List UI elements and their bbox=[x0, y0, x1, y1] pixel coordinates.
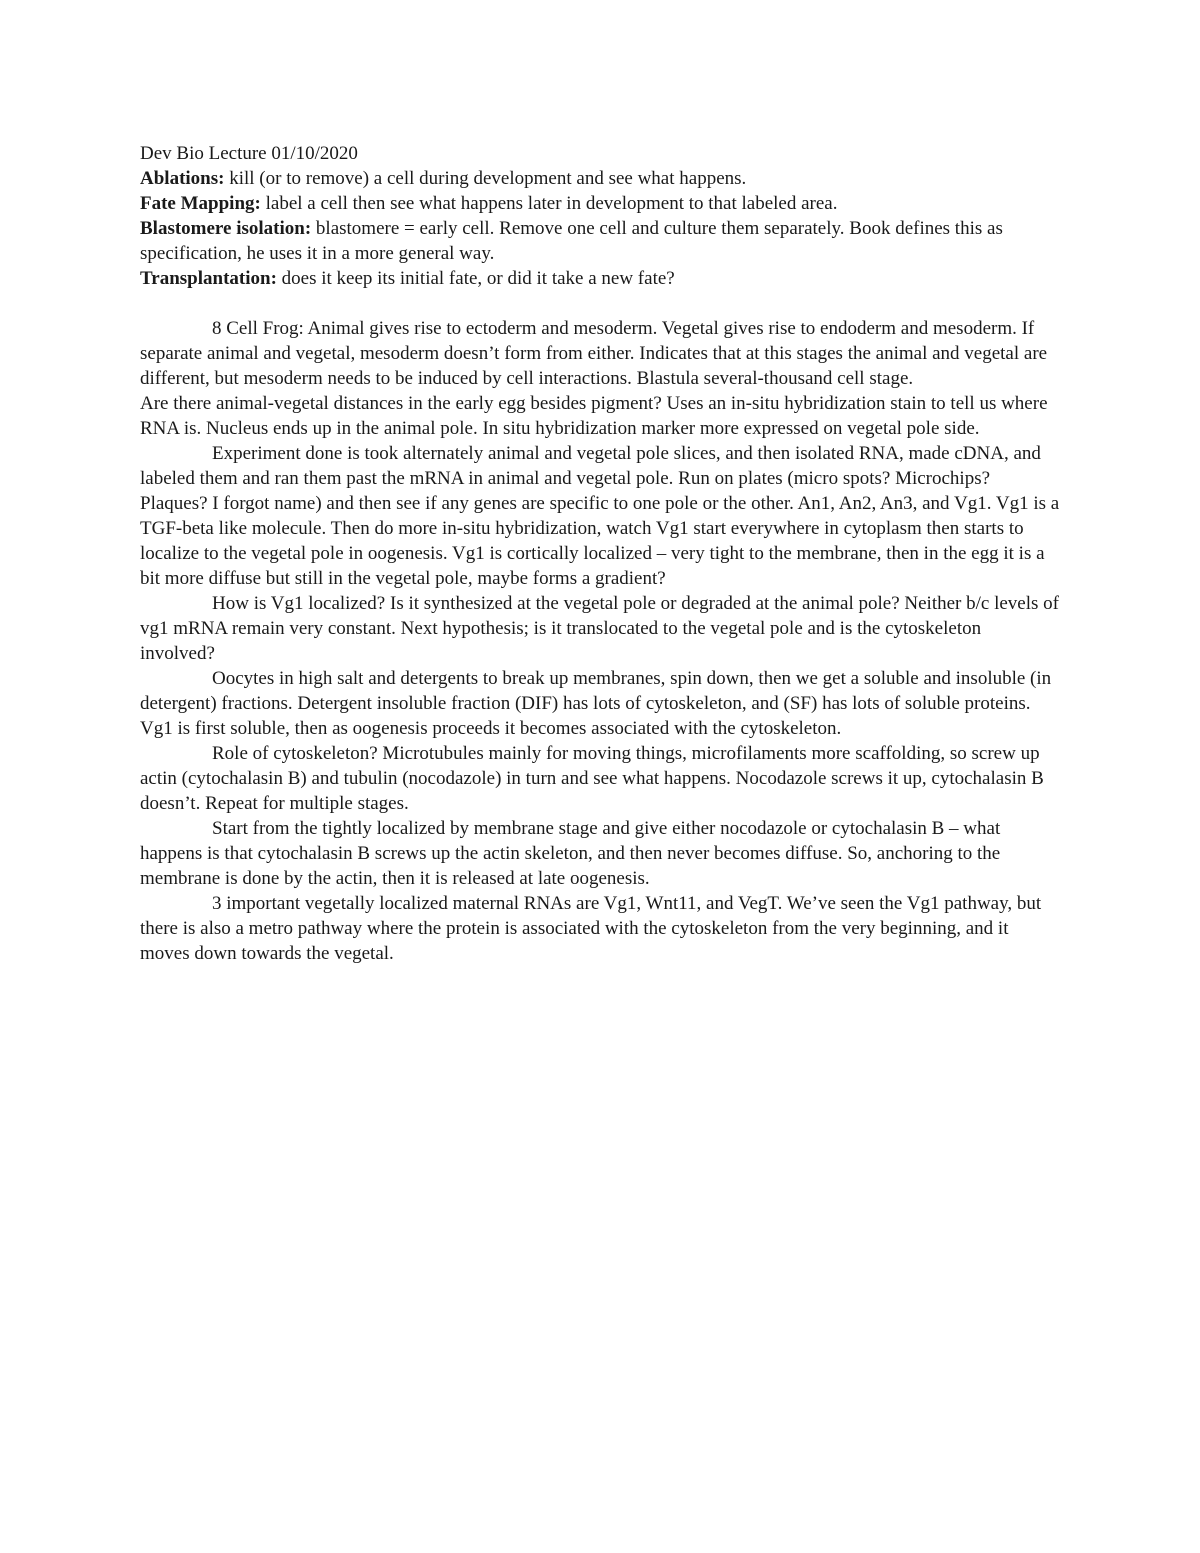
paragraph-membrane-stage: Start from the tightly localized by membrane stage and give either nocodazole or cytochalasin B – what happens is that cytochalasin B screws up the actin skeleton, and then never becomes diffuse. So, anchoring to the membrane is done by the actin, then it is released at late oogenesis. bbox=[140, 818, 1001, 889]
definition-term: Transplantation: bbox=[140, 268, 277, 289]
paragraph-oocytes: Oocytes in high salt and detergents to break up membranes, spin down, then we get a soluble and insoluble (in detergent) fractions. Detergent insoluble fraction (DIF) has lots of cytoskeleton, and (SF) has lots of soluble proteins. Vg1 is first soluble, then as oogenesis proceeds it becomes associated with the cytoskeleton. bbox=[140, 668, 1052, 739]
definition-text: label a cell then see what happens later in development to that labeled area. bbox=[260, 193, 838, 214]
definition-text: does it keep its initial fate, or did it take a new fate? bbox=[276, 268, 675, 289]
definition-blastomere-isolation bbox=[140, 216, 1060, 266]
definition-term: Ablations: bbox=[140, 168, 225, 189]
paragraph-animal-vegetal: Are there animal-vegetal distances in the early egg besides pigment? Uses an in-situ hybridization stain to tell us where RNA is. Nucleus ends up in the animal pole. In situ hybridization marker more expressed on vegetal pole side. bbox=[140, 393, 1048, 439]
definition-text: kill (or to remove) a cell during development and see what happens. bbox=[224, 168, 747, 189]
document-title: Dev Bio Lecture 01/10/2020 bbox=[140, 143, 358, 164]
definition-term: Blastomere isolation: bbox=[140, 218, 312, 239]
definition-term: Fate Mapping: bbox=[140, 193, 261, 214]
paragraph-vg1-localized: How is Vg1 localized? Is it synthesized at the vegetal pole or degraded at the animal pole? Neither b/c levels of vg1 mRNA remain very constant. Next hypothesis; is it translocated to the vegetal pole and is the cytoskeleton involved? bbox=[140, 593, 1059, 664]
lecture-notes bbox=[140, 141, 1060, 966]
blank-line bbox=[140, 291, 1060, 316]
paragraph-experiment: Experiment done is took alternately animal and vegetal pole slices, and then isolated RNA, made cDNA, and labeled them and ran them past the mRNA in animal and vegetal pole. Run on plates (micro spots? Microchips? Plaques? I forgot name) and then see if any genes are specific to one pole or the other. An1, An2, An3, and Vg1. Vg1 is a TGF-beta like molecule. Then do more in-situ hybridization, watch Vg1 start everywhere in cytoplasm then starts to localize to the vegetal pole in oogenesis. Vg1 is cortically localized – very tight to the membrane, then in the egg it is a bit more diffuse but still in the vegetal pole, maybe forms a gradient? bbox=[140, 443, 1060, 589]
definition-transplantation bbox=[140, 266, 1060, 291]
definition-text: blastomere = early cell. Remove one cell and culture them separately. Book defines this as specification, he uses it in a more general way. bbox=[140, 218, 1003, 264]
definition-ablations bbox=[140, 166, 1060, 191]
paragraph-8-cell-frog: 8 Cell Frog: Animal gives rise to ectoderm and mesoderm. Vegetal gives rise to endoderm and mesoderm. If separate animal and vegetal, mesoderm doesn’t form from either. Indicates that at this stages the animal and vegetal are different, but mesoderm needs to be induced by cell interactions. Blastula several-thousand cell stage. bbox=[140, 318, 1048, 389]
definition-fate-mapping bbox=[140, 191, 1060, 216]
paragraph-cytoskeleton-role: Role of cytoskeleton? Microtubules mainly for moving things, microfilaments more scaffolding, so screw up actin (cytochalasin B) and tubulin (nocodazole) in turn and see what happens. Nocodazole screws it up, cytochalasin B doesn’t. Repeat for multiple stages. bbox=[140, 743, 1044, 814]
paragraph-maternal-rnas: 3 important vegetally localized maternal RNAs are Vg1, Wnt11, and VegT. We’ve seen the Vg1 pathway, but there is also a metro pathway where the protein is associated with the cytoskeleton from the very beginning, and it moves down towards the vegetal. bbox=[140, 893, 1042, 964]
